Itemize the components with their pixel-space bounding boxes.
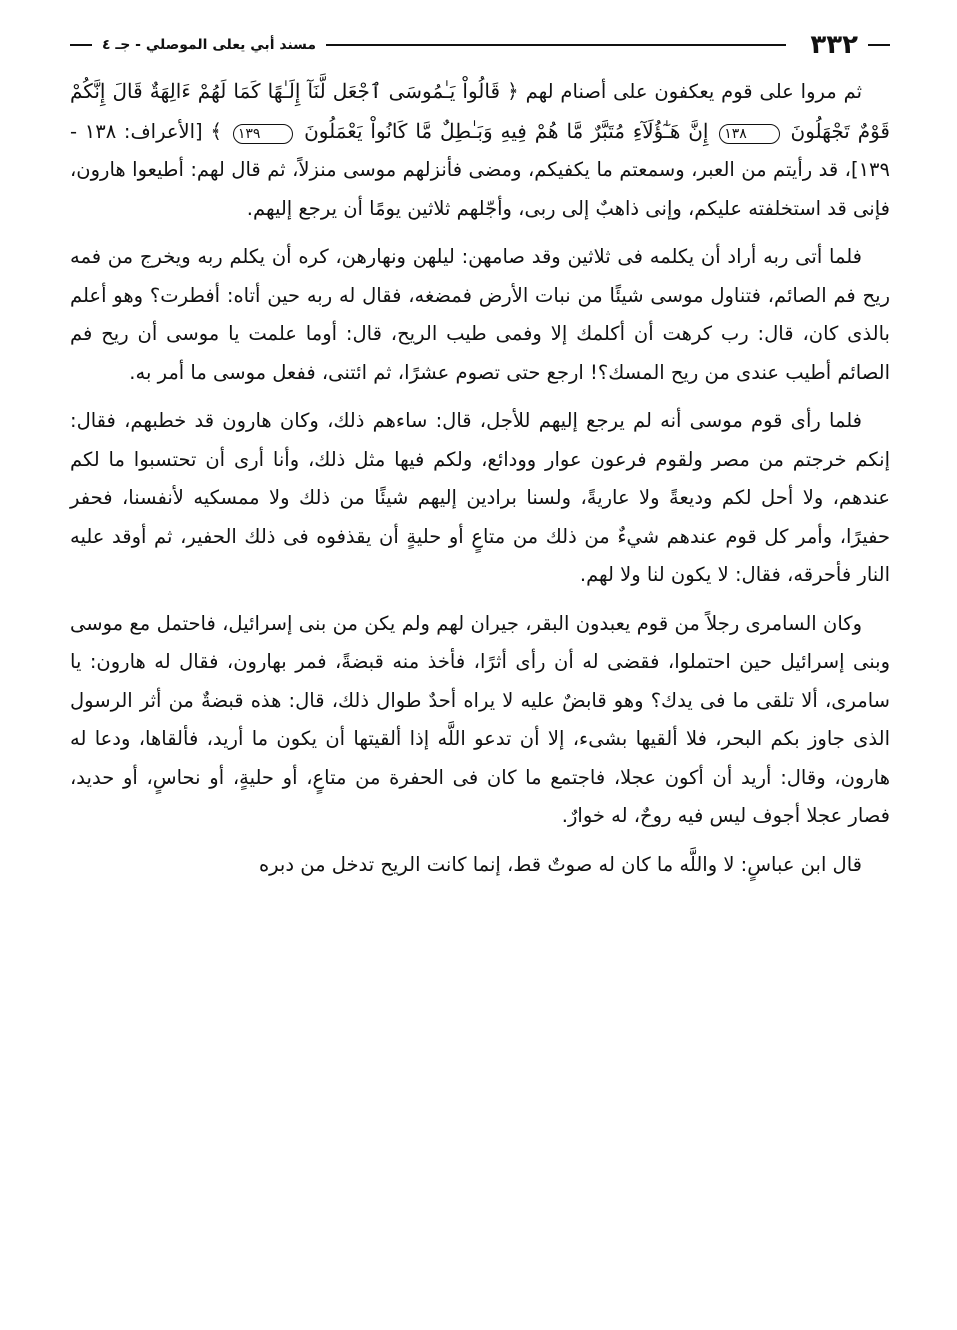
page-number: ٣٣٢ bbox=[810, 30, 858, 60]
book-page bbox=[70, 28, 890, 1268]
header-dash-left bbox=[70, 44, 92, 46]
header-dash-right bbox=[868, 44, 890, 46]
header-rule bbox=[326, 44, 786, 46]
paragraph-1 bbox=[70, 72, 890, 228]
p1-intro: ثم مروا على قوم يعكفون على أصنام لهم bbox=[525, 80, 862, 103]
paragraph-4: وكان السامرى رجلاً من قوم يعبدون البقر، جيران لهم ولم يكن من بنى إسرائيل، فاحتمل مع موسى وبنى إسرائيل حين احتملوا، فقضى له أن رأى أثرًا، فأخذ منه قبضةً، فمر بهارون، فقال له هارون: يا سامرى، ألا تلقى ما فى يدك؟ وهو قابضٌ عليه لا يراه أحدٌ طوال ذلك، قال: هذه قبضةٌ من أثر الرسول الذى جاوز بكم البحر، فلا ألقيها بشىء، إلا أن تدعو اللَّه إذا ألقيتها أن يكون ما أريد، فألقاها، ودعا له هارون، وقال: أريد أن أكون عجلا، فاجتمع ما كان فى الحفرة من متاعٍ، أو حليةٍ، أو نحاسٍ، أو حديد، فصار عجلا أجوف ليس فيه روحٌ، له خوارٌ. bbox=[70, 611, 890, 827]
quran-close-bracket: ﴾ bbox=[210, 118, 223, 143]
p1-rest: [الأعراف: ١٣٨ - ١٣٩]، قد رأيتم من العبر، وسمعتم ما يكفيكم، ومضى فأنزلهم موسى منزلاً، ثم قال لهم: أطيعوا هارون، فإنى قد استخلفته عليكم، وإنى ذاهبٌ إلى ربى، وأجّلهم ثلاثين يومًا أن يرجع إليهم. bbox=[70, 119, 890, 220]
paragraph-5: قال ابن عباسٍ: لا واللَّه ما كان له صوتٌ قط، إنما كانت الريح تدخل من دبره bbox=[258, 852, 862, 876]
page-header bbox=[70, 28, 890, 62]
ayah-number-marker: ١٣٩ bbox=[233, 124, 294, 144]
body-text bbox=[70, 72, 890, 884]
quran-verse-a: ﴿ قَالُواْ يَـٰمُوسَى ٱجْعَل لَّنَآ إِلَـٰهًا كَمَا لَهُمْ ءَالِهَةٌ قَالَ إِنَّكُمْ قَوْمٌ تَجْهَلُونَ bbox=[70, 79, 890, 143]
quran-verse-b: إِنَّ هَـٰٓؤُلَآءِ مُتَبَّرٌ مَّا هُمْ فِيهِ وَبَـٰطِلٌ مَّا كَانُواْ يَعْمَلُونَ bbox=[304, 118, 709, 143]
paragraph-3: فلما رأى قوم موسى أنه لم يرجع إليهم للأجل، قال: ساءهم ذلك، وكان هارون قد خطبهم، فقال: إنكم خرجتم من مصر ولقوم فرعون عوار وودائع، ولكم فيها مثل ذلك، وأنا أرى أن تحتسبوا ما لكم عندهم، ولا أحل لكم وديعةً ولا عاريةً، ولسنا برادين إليهم شيئًا من ذلك ولا ممسكيه لأنفسنا، فحفر حفيرًا، وأمر كل قوم عندهم شيءٌ من ذلك من متاعٍ أو حليةٍ أن يقذفوه فى ذلك الحفير، ثم أوقد عليه النار فأحرقه، فقال: لا يكون لنا ولا لهم. bbox=[70, 409, 890, 586]
running-title: مسند أبي يعلى الموصلي - جـ ٤ bbox=[102, 37, 317, 53]
ayah-number-marker: ١٣٨ bbox=[719, 124, 780, 144]
paragraph-2: فلما أتى ربه أراد أن يكلمه فى ثلاثين وقد صامهن: ليلهن ونهارهن، كره أن يكلم ربه ويخرج من فمه ريح فم الصائم، فتناول موسى شيئًا من نبات الأرض فمضغه، فقال له ربه حين أتاه: أفطرت؟ وهو أعلم بالذى كان، قال: رب كرهت أن أكلمك إلا وفمى طيب الريح، قال: أوما علمت يا موسى أن ريح فم الصائم أطيب عندى من ريح المسك؟! ارجع حتى تصوم عشرًا، ثم ائتنى، ففعل موسى ما أمر به. bbox=[70, 245, 890, 384]
